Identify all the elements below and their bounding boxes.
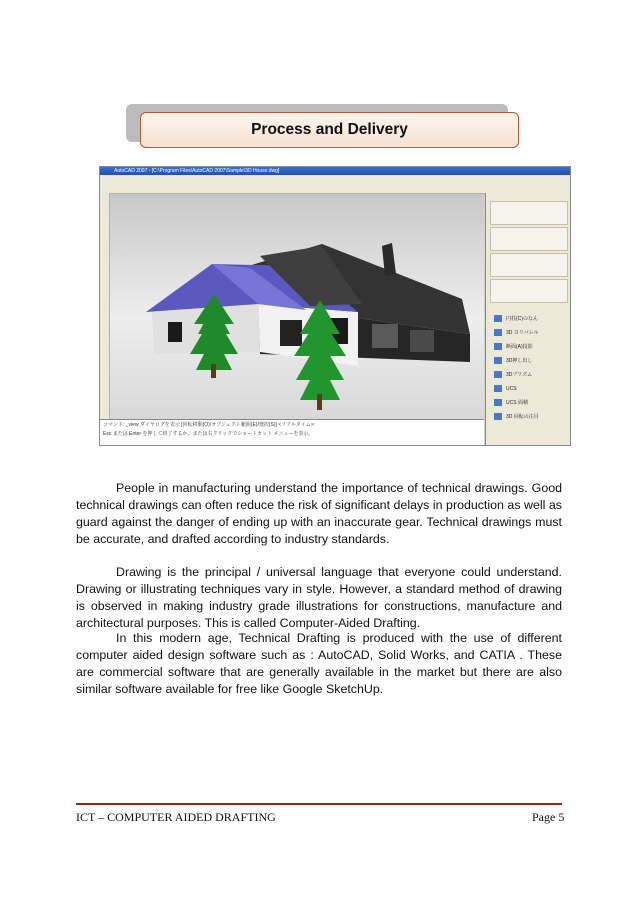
- window: [410, 330, 434, 352]
- command-line[interactable]: [100, 419, 484, 446]
- command-line-text: コマンド: _view ダイヤログを表示 [回転移動(O)/オブジェクト範囲(E)/選択(S)] <リアルタイム>:: [103, 422, 316, 428]
- tool-icon: [494, 399, 502, 406]
- window-title: AutoCAD 2007 - [C:\Program Files\AutoCAD 2007\Sample\3D House.dwg]: [114, 168, 280, 174]
- command-line-text: Esc または Enter を押して終了するか、または右クリックでショートカット メニューを表示。: [103, 431, 314, 437]
- window: [280, 320, 302, 346]
- window: [168, 322, 182, 342]
- 3d-viewport: [110, 194, 484, 419]
- palette-item[interactable]: 3D押し出し: [494, 357, 532, 367]
- palette-item[interactable]: 円柱(C)のなん: [494, 315, 538, 325]
- dashboard-palette: [485, 193, 571, 445]
- house-model-illustration: [110, 194, 484, 419]
- palette-item[interactable]: 3Dプリズム: [494, 371, 532, 381]
- palette-item[interactable]: UCS 面積: [494, 399, 528, 409]
- palette-item[interactable]: 3D ヨリバレル: [494, 329, 539, 339]
- palette-panel[interactable]: [490, 227, 568, 251]
- footer-title: ICT – COMPUTER AIDED DRAFTING: [76, 810, 276, 824]
- palette-item[interactable]: 3D 回転の注目: [494, 413, 539, 423]
- autocad-screenshot: [99, 166, 571, 446]
- page-number: Page 5: [532, 810, 565, 824]
- paragraph-universal-language: Drawing is the principal / universal language that everyone could understand. Drawing or illustrating techniques vary in style. However, a standard method of drawing is observed in making industry grade illustrations for constructions, manufacture and architectural purposes. This is called Computer-Aided Drafting.: [76, 565, 562, 630]
- palette-panel[interactable]: [490, 279, 568, 303]
- window: [372, 324, 398, 348]
- window-titlebar: [100, 167, 570, 175]
- tool-icon: [494, 329, 502, 336]
- palette-panel[interactable]: [490, 201, 568, 225]
- tool-icon: [494, 343, 502, 350]
- footer-rule: [76, 803, 562, 805]
- palette-item[interactable]: UCS: [494, 385, 517, 395]
- section-title-banner: [140, 112, 519, 148]
- left-toolbar: [100, 193, 110, 419]
- paragraph-technical-drawings: People in manufacturing understand the importance of technical drawings. Good technical drawings can often reduce the risk of significant delays in production as well as guard against the danger of ending up with an inaccurate gear. Technical drawings must be accurate, and drafted according to industry standards.: [76, 481, 562, 546]
- palette-item[interactable]: 断面(A)投影: [494, 343, 533, 353]
- tool-icon: [494, 413, 502, 420]
- paragraph-cad-software: In this modern age, Technical Drafting is produced with the use of different computer aided design software such as : AutoCAD, Solid Works, and CATIA . These are commercial software that are generally available in the market but there are also similar software available for free like Google SketchUp.: [76, 631, 562, 696]
- tool-icon: [494, 385, 502, 392]
- palette-panel[interactable]: [490, 253, 568, 277]
- section-title: Process and Delivery: [251, 121, 408, 138]
- tool-icon: [494, 315, 502, 322]
- tool-icon: [494, 371, 502, 378]
- tool-icon: [494, 357, 502, 364]
